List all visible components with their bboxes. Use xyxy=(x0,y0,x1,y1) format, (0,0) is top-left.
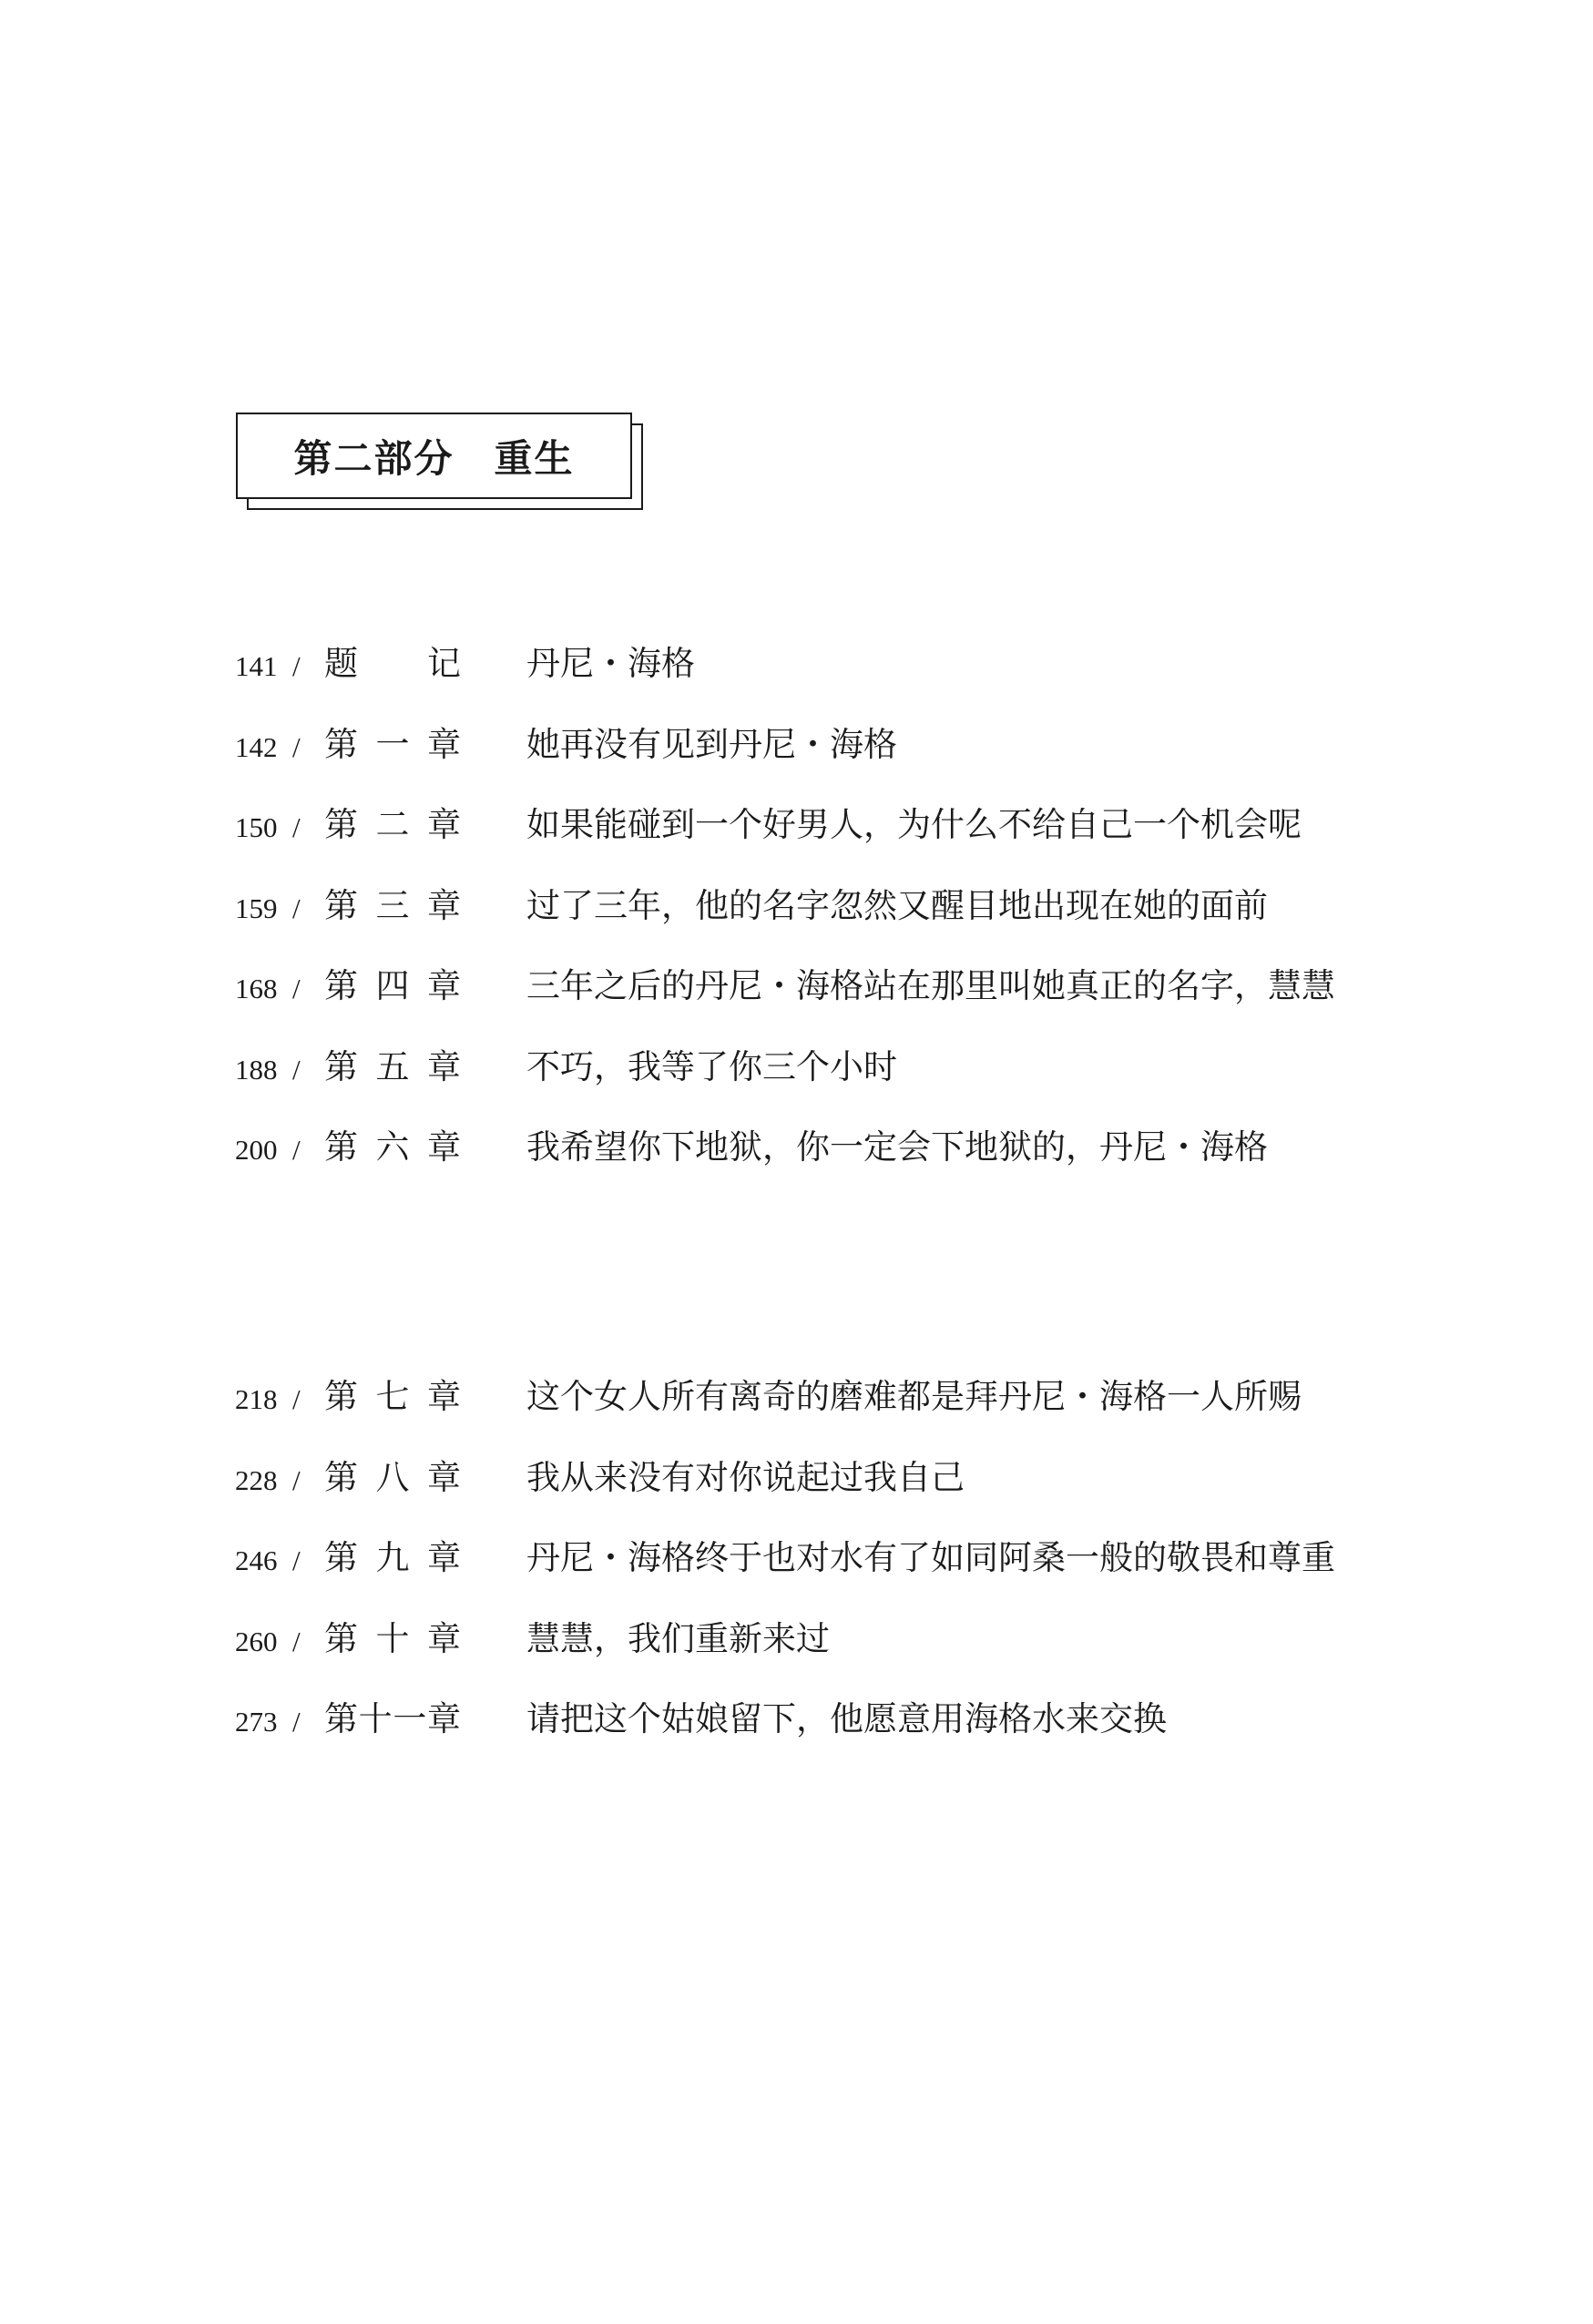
toc-chapter-label: 题记 xyxy=(324,644,461,683)
toc-page-number: 168 xyxy=(235,973,278,1004)
toc-row xyxy=(235,637,1419,719)
toc-chapter-label: 第九章 xyxy=(324,1538,461,1577)
toc-separator: / xyxy=(292,1625,301,1657)
toc-separator: / xyxy=(292,730,301,763)
toc-separator: / xyxy=(292,1134,301,1166)
toc-chapter-title: 她再没有见到丹尼・海格 xyxy=(526,724,897,764)
toc-page-number: 228 xyxy=(235,1463,278,1496)
part-title-frame xyxy=(236,413,632,499)
toc-row xyxy=(235,1613,1419,1694)
toc-chapter-title: 三年之后的丹尼・海格站在那里叫她真正的名字，慧慧 xyxy=(526,966,1335,1005)
toc-chapter-title: 如果能碰到一个好男人，为什么不给自己一个机会呢 xyxy=(526,805,1302,844)
toc-separator: / xyxy=(292,811,301,843)
part-title: 第二部分 重生 xyxy=(293,435,575,481)
toc-page-number: 260 xyxy=(235,1625,278,1657)
toc-page-number: 200 xyxy=(235,1134,278,1166)
toc-chapter-label: 第二章 xyxy=(324,805,461,844)
toc-row xyxy=(235,1532,1419,1613)
toc-separator: / xyxy=(292,1544,301,1576)
toc-chapter-title: 请把这个姑娘留下，他愿意用海格水来交换 xyxy=(526,1699,1167,1738)
toc-chapter-label: 第五章 xyxy=(324,1046,461,1086)
toc-page-number: 150 xyxy=(235,811,278,843)
toc-separator: / xyxy=(292,1053,301,1086)
toc-chapter-label: 第七章 xyxy=(324,1377,461,1416)
toc-chapter-title: 慧慧，我们重新来过 xyxy=(526,1618,830,1658)
toc-page-number: 141 xyxy=(235,650,278,682)
toc-row xyxy=(235,880,1419,961)
toc-group-2 xyxy=(235,1371,1419,1774)
toc-separator: / xyxy=(292,1706,301,1738)
toc-separator: / xyxy=(292,892,301,924)
part-title-box xyxy=(236,413,632,499)
toc-page-number: 246 xyxy=(235,1544,278,1576)
toc-chapter-title: 过了三年，他的名字忽然又醒目地出现在她的面前 xyxy=(526,885,1268,925)
toc-row xyxy=(235,1121,1419,1202)
toc-chapter-label: 第八章 xyxy=(324,1457,461,1497)
toc-separator: / xyxy=(292,973,301,1004)
toc-row xyxy=(235,1041,1419,1122)
toc-page-number: 218 xyxy=(235,1383,278,1415)
toc-chapter-label: 第六章 xyxy=(324,1127,461,1167)
toc-chapter-title: 丹尼・海格终于也对水有了如同阿桑一般的敬畏和尊重 xyxy=(526,1538,1335,1577)
toc-row xyxy=(235,1693,1419,1774)
toc-page-number: 159 xyxy=(235,892,278,924)
toc-separator: / xyxy=(292,1383,301,1415)
toc-page-number: 273 xyxy=(235,1706,278,1738)
toc-chapter-title: 丹尼・海格 xyxy=(526,644,695,683)
toc-row xyxy=(235,1452,1419,1533)
toc-chapter-label: 第十一章 xyxy=(324,1699,461,1738)
toc-page-number: 142 xyxy=(235,730,278,763)
toc-chapter-title: 我从来没有对你说起过我自己 xyxy=(526,1457,965,1497)
toc-chapter-label: 第四章 xyxy=(324,966,461,1005)
toc-chapter-title: 不巧，我等了你三个小时 xyxy=(526,1046,897,1086)
toc-row xyxy=(235,1371,1419,1452)
toc-separator: / xyxy=(292,650,301,682)
toc-chapter-label: 第一章 xyxy=(324,724,461,764)
toc-chapter-label: 第三章 xyxy=(324,885,461,925)
toc-chapter-label: 第十章 xyxy=(324,1618,461,1658)
toc-chapter-title: 这个女人所有离奇的磨难都是拜丹尼・海格一人所赐 xyxy=(526,1377,1302,1416)
toc-group-1 xyxy=(235,637,1419,1202)
toc-row xyxy=(235,960,1419,1041)
toc-page-number: 188 xyxy=(235,1053,278,1086)
toc-row xyxy=(235,799,1419,880)
toc-row xyxy=(235,719,1419,800)
toc-separator: / xyxy=(292,1463,301,1496)
toc-chapter-title: 我希望你下地狱，你一定会下地狱的，丹尼・海格 xyxy=(526,1127,1268,1167)
